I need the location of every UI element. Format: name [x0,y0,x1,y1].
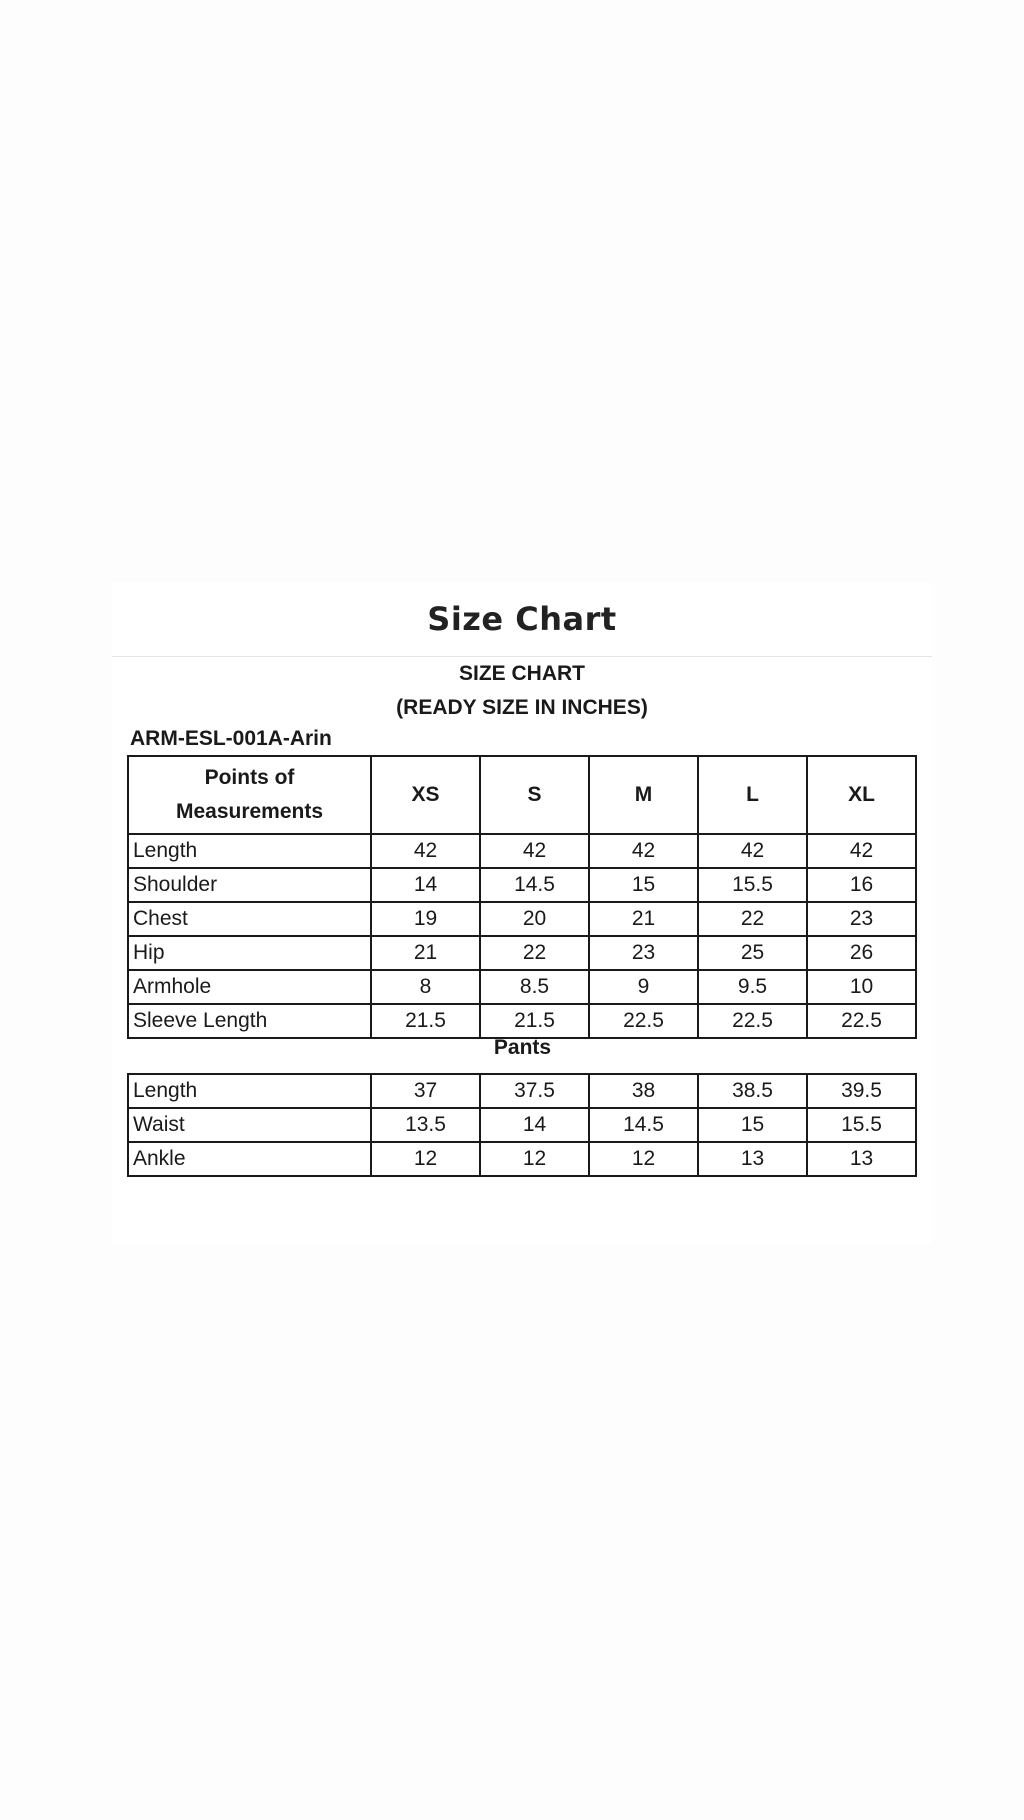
table-row [128,902,916,936]
size-header-m: M [589,756,698,834]
table-row [128,970,916,1004]
style-code: ARM-ESL-001A-Arin [130,727,332,750]
size-header-xl: XL [807,756,916,834]
table-cell: 22.5 [589,1004,698,1038]
size-header-xs: XS [371,756,480,834]
table-cell: 14 [371,868,480,902]
table-row [128,834,916,868]
points-header-line1: Points of [204,766,295,789]
table-cell: 23 [589,936,698,970]
row-label: Shoulder [128,868,371,902]
table-cell: 23 [807,902,916,936]
table-cell: 15.5 [807,1108,916,1142]
table-cell: 39.5 [807,1074,916,1108]
title-divider [112,656,932,657]
table-cell: 21.5 [371,1004,480,1038]
pants-section-heading: Pants [493,1036,552,1059]
table-cell: 14.5 [589,1108,698,1142]
table-cell: 16 [807,868,916,902]
table-row [128,1108,916,1142]
table-row [128,1074,916,1108]
table-cell: 14.5 [480,868,589,902]
row-label: Length [128,834,371,868]
table-cell: 20 [480,902,589,936]
row-label: Chest [128,902,371,936]
size-chart-card [112,582,932,1244]
table-cell: 15 [589,868,698,902]
size-header-s: S [480,756,589,834]
table-cell: 38 [589,1074,698,1108]
table-row [128,1004,916,1038]
table-cell: 8.5 [480,970,589,1004]
table-row [128,936,916,970]
table-cell: 37 [371,1074,480,1108]
table-cell: 42 [371,834,480,868]
top-measurements-table [127,755,917,1039]
row-label: Hip [128,936,371,970]
chart-heading: SIZE CHART [459,662,585,685]
table-cell: 9.5 [698,970,807,1004]
table-row [128,1142,916,1176]
table-cell: 12 [589,1142,698,1176]
table-cell: 42 [807,834,916,868]
table-cell: 8 [371,970,480,1004]
table-cell: 22 [480,936,589,970]
table-cell: 9 [589,970,698,1004]
table-cell: 13 [698,1142,807,1176]
table-header-row [128,756,916,834]
table-cell: 14 [480,1108,589,1142]
table-cell: 15.5 [698,868,807,902]
table-cell: 19 [371,902,480,936]
chart-subheading: (READY SIZE IN INCHES) [396,696,648,719]
table-cell: 13.5 [371,1108,480,1142]
table-cell: 38.5 [698,1074,807,1108]
points-of-measurements-header [128,756,371,834]
table-cell: 21.5 [480,1004,589,1038]
row-label: Armhole [128,970,371,1004]
row-label: Length [128,1074,371,1108]
table-cell: 42 [480,834,589,868]
size-header-l: L [698,756,807,834]
table-cell: 12 [480,1142,589,1176]
table-cell: 21 [371,936,480,970]
pants-measurements-table [127,1073,917,1177]
table-cell: 15 [698,1108,807,1142]
table-cell: 22 [698,902,807,936]
row-label: Waist [128,1108,371,1142]
table-cell: 21 [589,902,698,936]
points-header-line2: Measurements [175,800,324,823]
row-label: Sleeve Length [128,1004,371,1038]
table-cell: 42 [698,834,807,868]
table-cell: 12 [371,1142,480,1176]
table-cell: 13 [807,1142,916,1176]
row-label: Ankle [128,1142,371,1176]
table-row [128,868,916,902]
table-cell: 42 [589,834,698,868]
table-cell: 37.5 [480,1074,589,1108]
table-cell: 22.5 [698,1004,807,1038]
table-cell: 22.5 [807,1004,916,1038]
table-cell: 26 [807,936,916,970]
card-title: Size Chart [427,600,617,638]
table-cell: 10 [807,970,916,1004]
table-cell: 25 [698,936,807,970]
